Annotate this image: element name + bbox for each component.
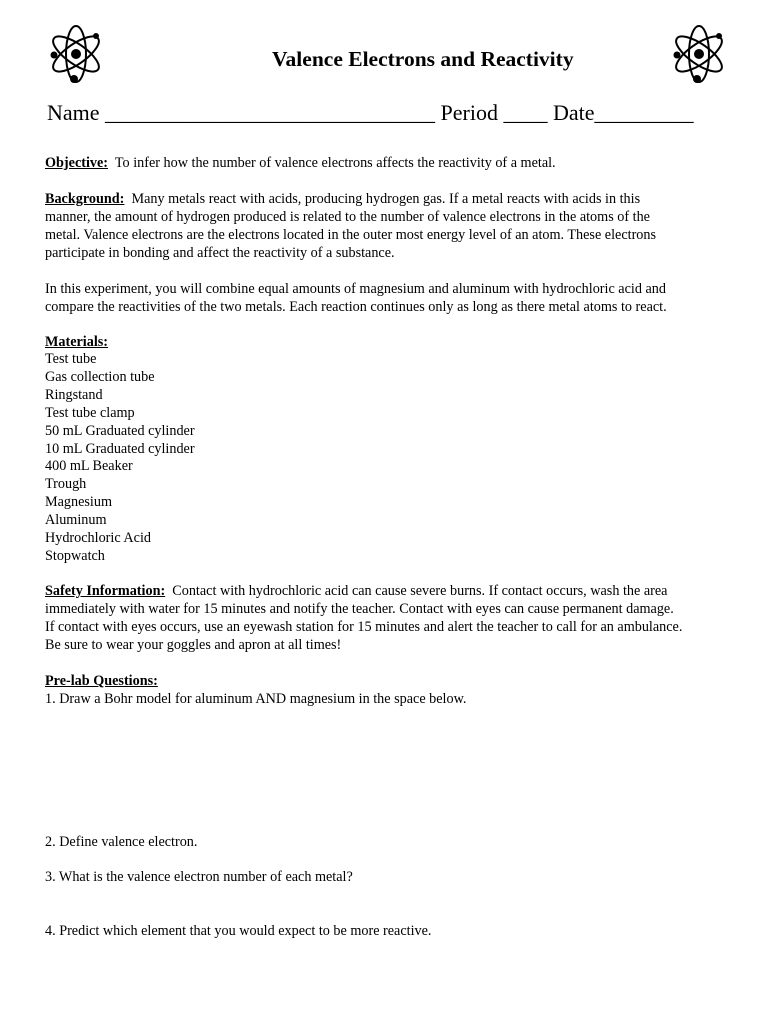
list-item: Gas collection tube (45, 368, 155, 385)
question-4: 4. Predict which element that you would expect to be more reactive. (45, 923, 432, 939)
safety-section (45, 582, 735, 654)
background-section (45, 190, 735, 262)
safety-label: Safety Information: (45, 583, 166, 599)
background-line: participate in bonding and affect the reactivity of a substance. (45, 245, 395, 261)
list-item: 50 mL Graduated cylinder (45, 422, 195, 439)
safety-line: Contact with hydrochloric acid can cause severe burns. If contact occurs, wash the area (172, 583, 668, 599)
list-item: Aluminum (45, 512, 107, 529)
experiment-line: In this experiment, you will combine equal amounts of magnesium and aluminum with hydrochloric acid and (45, 281, 666, 297)
background-line: Many metals react with acids, producing hydrogen gas. If a metal reacts with acids in this (131, 191, 641, 207)
question-1: 1. Draw a Bohr model for aluminum AND magnesium in the space below. (45, 691, 467, 707)
experiment-line: compare the reactivities of the two metals. Each reaction continues only as long as there metal atoms to react. (45, 299, 667, 315)
list-item: 10 mL Graduated cylinder (45, 440, 195, 457)
atom-icon (667, 22, 731, 86)
objective-label: Objective: (45, 155, 109, 171)
list-item: Magnesium (45, 494, 112, 511)
background-label: Background: (45, 191, 125, 207)
materials-label: Materials: (45, 334, 109, 350)
materials-section (45, 333, 735, 566)
safety-line: Be sure to wear your goggles and apron at all times! (45, 637, 342, 653)
list-item: Hydrochloric Acid (45, 530, 151, 547)
page-title: Valence Electrons and Reactivity (272, 47, 574, 71)
safety-line: immediately with water for 15 minutes and notify the teacher. Contact with eyes can cause permanent damage. (45, 601, 674, 617)
list-item: Trough (45, 476, 87, 493)
safety-line: If contact with eyes occurs, use an eyewash station for 15 minutes and alert the teacher to call for an ambulance. (45, 619, 683, 635)
materials-list (45, 351, 735, 566)
objective-text: To infer how the number of valence electrons affects the reactivity of a metal. (114, 155, 556, 171)
prelab-section (45, 672, 735, 708)
objective-section (45, 154, 735, 172)
background-line: manner, the amount of hydrogen produced is related to the number of valence electrons in the atoms of the (45, 209, 650, 225)
background-line: metal. Valence electrons are the electrons located in the outer most energy level of an atom. These electrons (45, 227, 657, 243)
atom-icon (44, 22, 108, 86)
list-item: Stopwatch (45, 547, 105, 564)
prelab-label: Pre-lab Questions: (45, 673, 158, 689)
name-period-date-line: Name ______________________________ Period ____ Date_________ (47, 100, 694, 125)
list-item: Test tube clamp (45, 404, 135, 421)
question-3: 3. What is the valence electron number of each metal? (45, 869, 353, 885)
experiment-section (45, 280, 735, 316)
list-item: 400 mL Beaker (45, 458, 133, 475)
list-item: Ringstand (45, 386, 103, 403)
list-item: Test tube (45, 351, 97, 367)
question-2: 2. Define valence electron. (45, 834, 198, 850)
